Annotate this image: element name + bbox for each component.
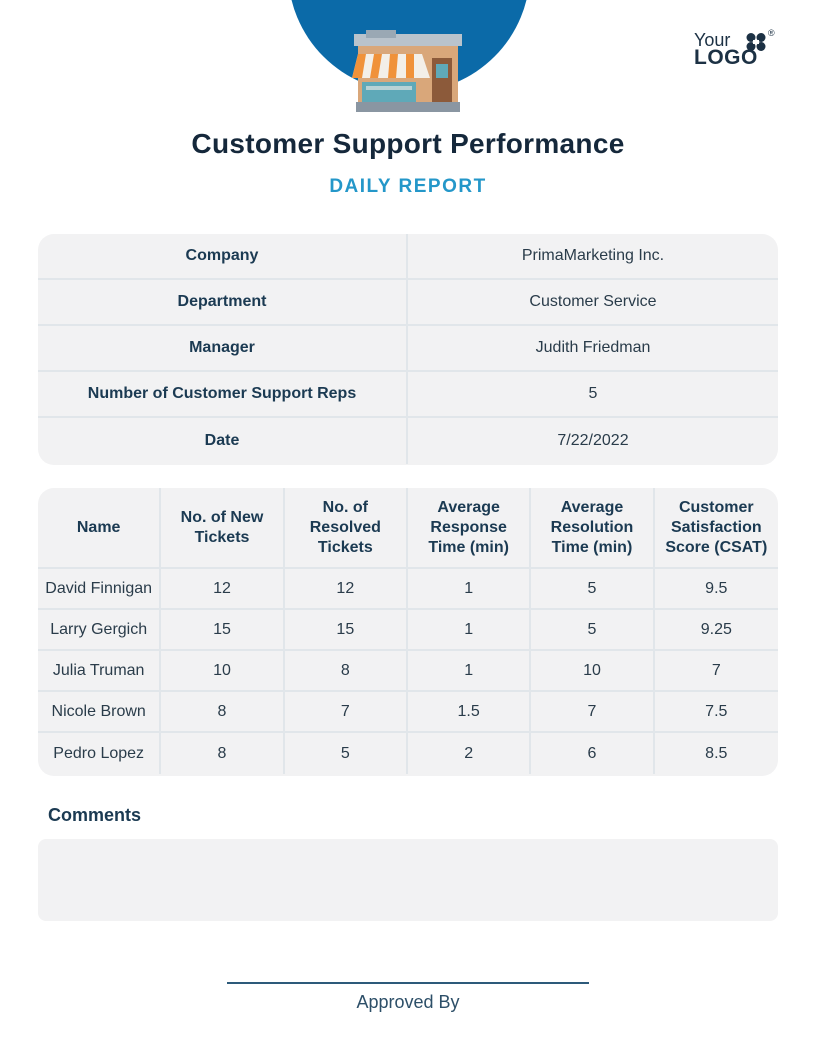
table-row [38, 610, 778, 651]
table-cell: Julia Truman [38, 651, 161, 690]
info-label: Manager [38, 326, 408, 370]
table-row [38, 569, 778, 610]
column-header-avg-response-time: Average Response Time (min) [408, 488, 531, 567]
column-header-csat: Customer Satisfaction Score (CSAT) [665, 498, 768, 556]
table-cell: 6 [531, 733, 654, 774]
signature-line [227, 982, 589, 984]
table-cell: 15 [285, 610, 408, 649]
column-header-name: Name [38, 488, 161, 567]
logo-your-text: Your [694, 30, 731, 50]
table-cell: 8 [285, 651, 408, 690]
info-label: Date [38, 418, 408, 464]
table-cell: 8 [161, 692, 284, 731]
table-cell: 1.5 [408, 692, 531, 731]
table-cell: 10 [161, 651, 284, 690]
table-cell: 7 [711, 661, 721, 679]
table-header-row [38, 488, 778, 569]
info-label: Company [38, 234, 408, 278]
info-value: 5 [588, 385, 598, 402]
table-cell: 5 [285, 733, 408, 774]
comments-heading: Comments [48, 805, 142, 825]
table-row [38, 733, 778, 774]
table-cell: 5 [531, 569, 654, 608]
table-cell: 12 [161, 569, 284, 608]
table-cell: 8.5 [705, 744, 728, 762]
table-cell: 5 [531, 610, 654, 649]
info-row-date [38, 418, 778, 464]
info-row-manager [38, 326, 778, 372]
column-header-new-tickets: No. of New Tickets [161, 488, 284, 567]
table-cell: 1 [408, 569, 531, 608]
table-cell: Pedro Lopez [38, 733, 161, 774]
report-info-table [38, 234, 778, 465]
info-label: Department [38, 280, 408, 324]
table-cell: 2 [408, 733, 531, 774]
column-header-avg-resolution-time: Average Resolution Time (min) [531, 488, 654, 567]
report-title: Customer Support Performance [191, 128, 625, 159]
table-cell: David Finnigan [38, 569, 161, 608]
table-cell: 9.5 [705, 579, 728, 597]
approved-by-label: Approved By [356, 992, 460, 1012]
table-cell: 1 [408, 651, 531, 690]
column-header-resolved-tickets: No. of Resolved Tickets [285, 488, 408, 567]
info-value: PrimaMarketing Inc. [521, 247, 665, 264]
table-cell: 7.5 [705, 702, 728, 720]
performance-table [38, 488, 778, 776]
table-cell: 15 [161, 610, 284, 649]
logo-word: LOGO [694, 46, 758, 69]
info-row-department [38, 280, 778, 326]
table-row [38, 692, 778, 733]
table-cell: 8 [161, 733, 284, 774]
table-cell: 1 [408, 610, 531, 649]
table-cell: 7 [285, 692, 408, 731]
table-cell: 9.25 [700, 620, 732, 638]
report-subtitle: DAILY REPORT [329, 176, 487, 197]
info-value: 7/22/2022 [557, 432, 629, 449]
table-cell: 10 [531, 651, 654, 690]
table-row [38, 651, 778, 692]
info-label: Number of Customer Support Reps [38, 372, 408, 416]
table-cell: 12 [285, 569, 408, 608]
info-row-company [38, 234, 778, 280]
storefront-illustration [352, 28, 464, 114]
table-cell: Larry Gergich [38, 610, 161, 649]
table-cell: 7 [531, 692, 654, 731]
table-cell: Nicole Brown [38, 692, 161, 731]
info-row-rep-count [38, 372, 778, 418]
comments-field[interactable] [38, 839, 778, 921]
info-value: Customer Service [529, 293, 657, 310]
info-value: Judith Friedman [535, 339, 651, 356]
company-logo [694, 30, 784, 70]
logo-registered-mark: ® [768, 28, 775, 38]
